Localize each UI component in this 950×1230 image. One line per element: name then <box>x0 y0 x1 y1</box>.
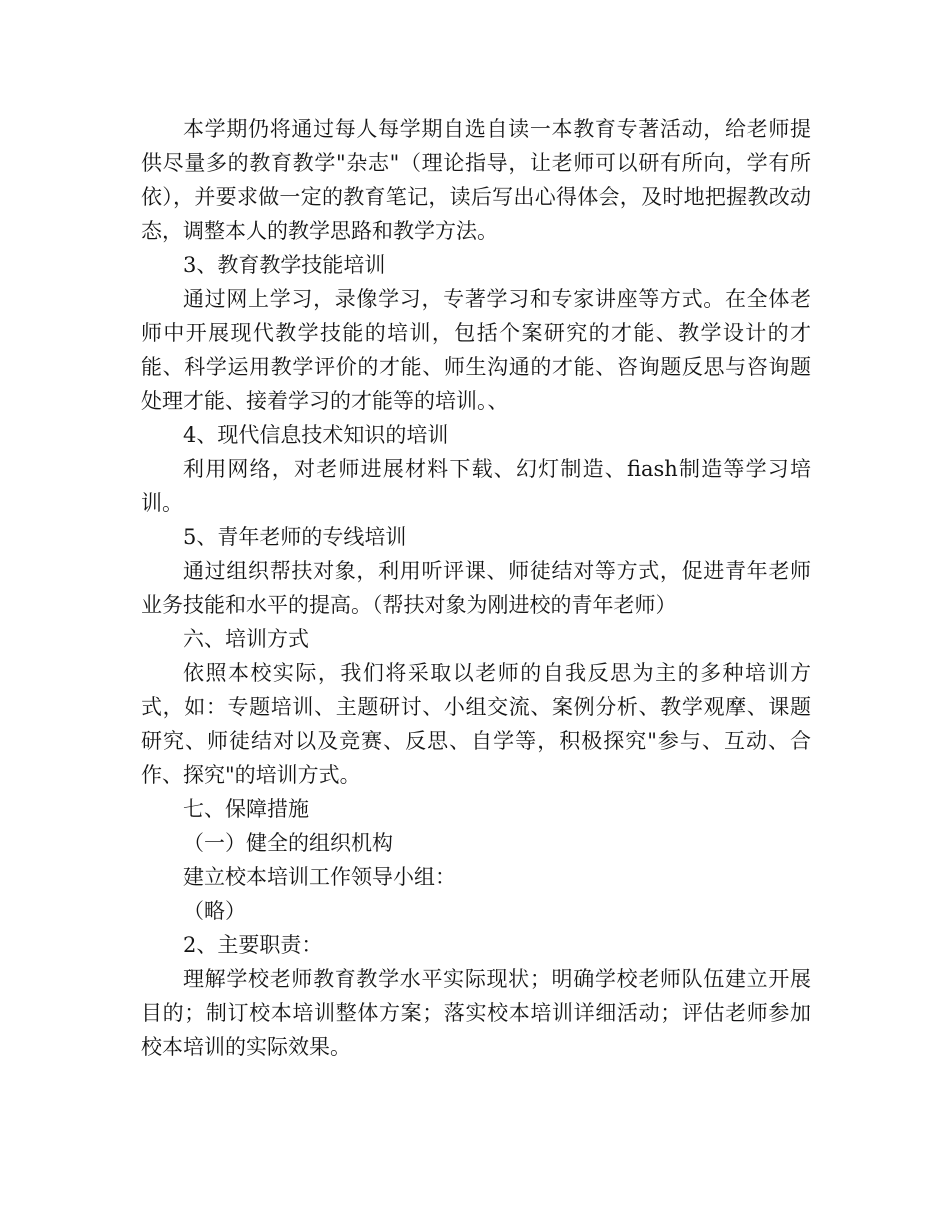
paragraph-it-training: 利用网络，对老师进展材料下载、幻灯制造、fiash制造等学习培训。 <box>141 457 811 515</box>
heading-organization: （一）健全的组织机构 <box>183 831 393 855</box>
heading-it-training: 4、现代信息技术知识的培训 <box>183 423 449 447</box>
heading-main-duties: 2、主要职责： <box>183 933 323 957</box>
paragraph-main-duties: 理解学校老师教育教学水平实际现状；明确学校老师队伍建立开展目的；制订校本培训整体方案；落实校本培训详细活动；评估老师参加校本培训的实际效果。 <box>141 967 811 1059</box>
paragraph-leadership-group: 建立校本培训工作领导小组： <box>183 865 456 889</box>
paragraph-training-methods: 依照本校实际，我们将采取以老师的自我反思为主的多种培训方式，如：专题培训、主题研讨、小组交流、案例分析、教学观摩、课题研究、师徒结对以及竞赛、反思、自学等，积极探究"参与、互动、合作、探究"的培训方式。 <box>141 661 811 787</box>
paragraph-omitted: （略） <box>183 899 246 923</box>
heading-teaching-skills-training: 3、教育教学技能培训 <box>183 253 386 277</box>
paragraph-young-teacher-training: 通过组织帮扶对象，利用听评课、师徒结对等方式，促进青年老师业务技能和水平的提高。（帮扶对象为刚进校的青年老师） <box>141 559 811 617</box>
heading-safeguard-measures: 七、保障措施 <box>183 797 309 821</box>
paragraph-reading-activity: 本学期仍将通过每人每学期自选自读一本教育专著活动，给老师提供尽量多的教育教学"杂志"（理论指导，让老师可以研有所向，学有所依），并要求做一定的教育笔记，读后写出心得体会，及时地把握教改动态，调整本人的教学思路和教学方法。 <box>141 117 811 243</box>
document-body <box>141 112 811 1064</box>
paragraph-teaching-skills: 通过网上学习，录像学习，专著学习和专家讲座等方式。在全体老师中开展现代教学技能的培训，包括个案研究的才能、教学设计的才能、科学运用教学评价的才能、师生沟通的才能、咨询题反思与咨询题处理才能、接着学习的才能等的培训。、 <box>141 287 811 413</box>
heading-training-methods: 六、培训方式 <box>183 627 309 651</box>
heading-young-teacher-training: 5、青年老师的专线培训 <box>183 525 407 549</box>
